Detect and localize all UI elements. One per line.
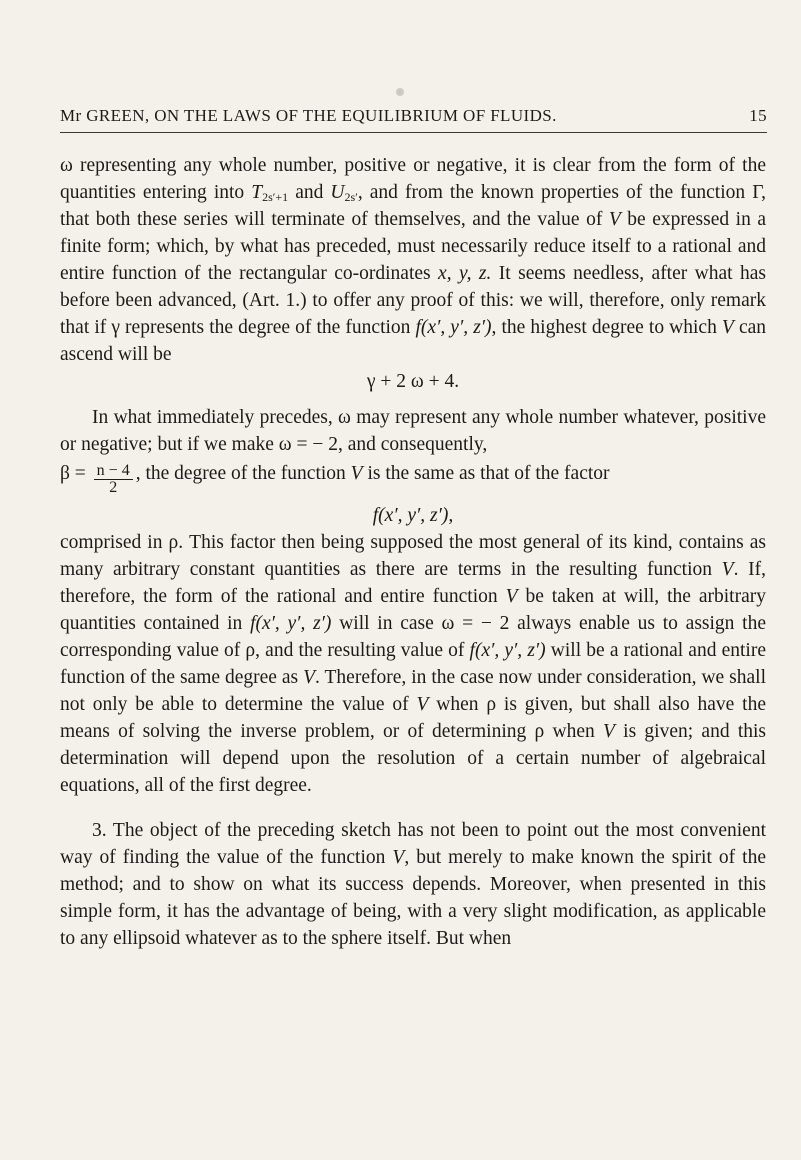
page-mark: [396, 88, 404, 96]
page-header: [60, 106, 767, 140]
paragraph-4: 3. The object of the preceding sketch has not been to point out the most convenient way of finding the value of the function V, but merely to make known the spirit of the method; and to show on what its success depends. Moreover, when presented in this simple form, it has the advantage of being, with a very slight modification, as applicable to any ellipsoid whatever as to the sphere itself. But when: [60, 820, 766, 949]
paragraph-1: ω representing any whole number, positive or negative, it is clear from the form of the quantities entering into $T_{2s'+1}$ and $U_{2s'}$, and from the known properties of the function Γ, that both these series will terminate of themselves, and the value of V be expressed in a finite form; which, by what has preceded, must necessarily reduce itself to a rational and entire function of the rectangular co-ordinates x, y, z. It seems needless, after what has before been advanced, (Art. 1.) to offer any proof of this: we will, therefore, only remark that if γ represents the degree of the function f(x′, y′, z′), the highest degree to which V can ascend will be: [60, 155, 767, 365]
equation-1: γ + 2 ω + 4.: [366, 371, 460, 392]
paragraph-3: comprised in ρ. This factor then being supposed the most general of its kind, contains as many arbitrary constant quantities as there are terms in the resulting function V. If, therefore, the form of the rational and entire function V be taken at will, the arbitrary quantities contained in f(x′, y′, z′) will in case ω = − 2 always enable us to assign the corresponding value of ρ, and the resulting value of f(x′, y′, z′) will be a rational and entire function of the same degree as V. Therefore, in the case now under consideration, we shall not only be able to determine the value of V when ρ is given, but shall also have the means of solving the inverse problem, or of determining ρ when V is given; and this determination will depend upon the resolution of a certain number of algebraical equations, all of the first degree.: [60, 532, 767, 796]
paragraph-2: In what immediately precedes, ω may represent any whole number whatever, positive or negative; but if we make ω = − 2, and consequently,: [60, 407, 766, 455]
body-text: [60, 152, 766, 952]
paragraph-2-cont: β = $\frac{n - 4}{2}$ , the degree of the function V is the same as that of the factor: [60, 462, 610, 496]
fraction: $\frac{n - 4}{2}$: [94, 463, 133, 496]
page-number: 15: [749, 106, 767, 125]
running-title: Mr GREEN, ON THE LAWS OF THE EQUILIBRIUM OF FLUIDS.: [60, 106, 557, 125]
header-rule: [60, 132, 767, 133]
equation-2: f(x′, y′, z′),: [372, 505, 454, 526]
